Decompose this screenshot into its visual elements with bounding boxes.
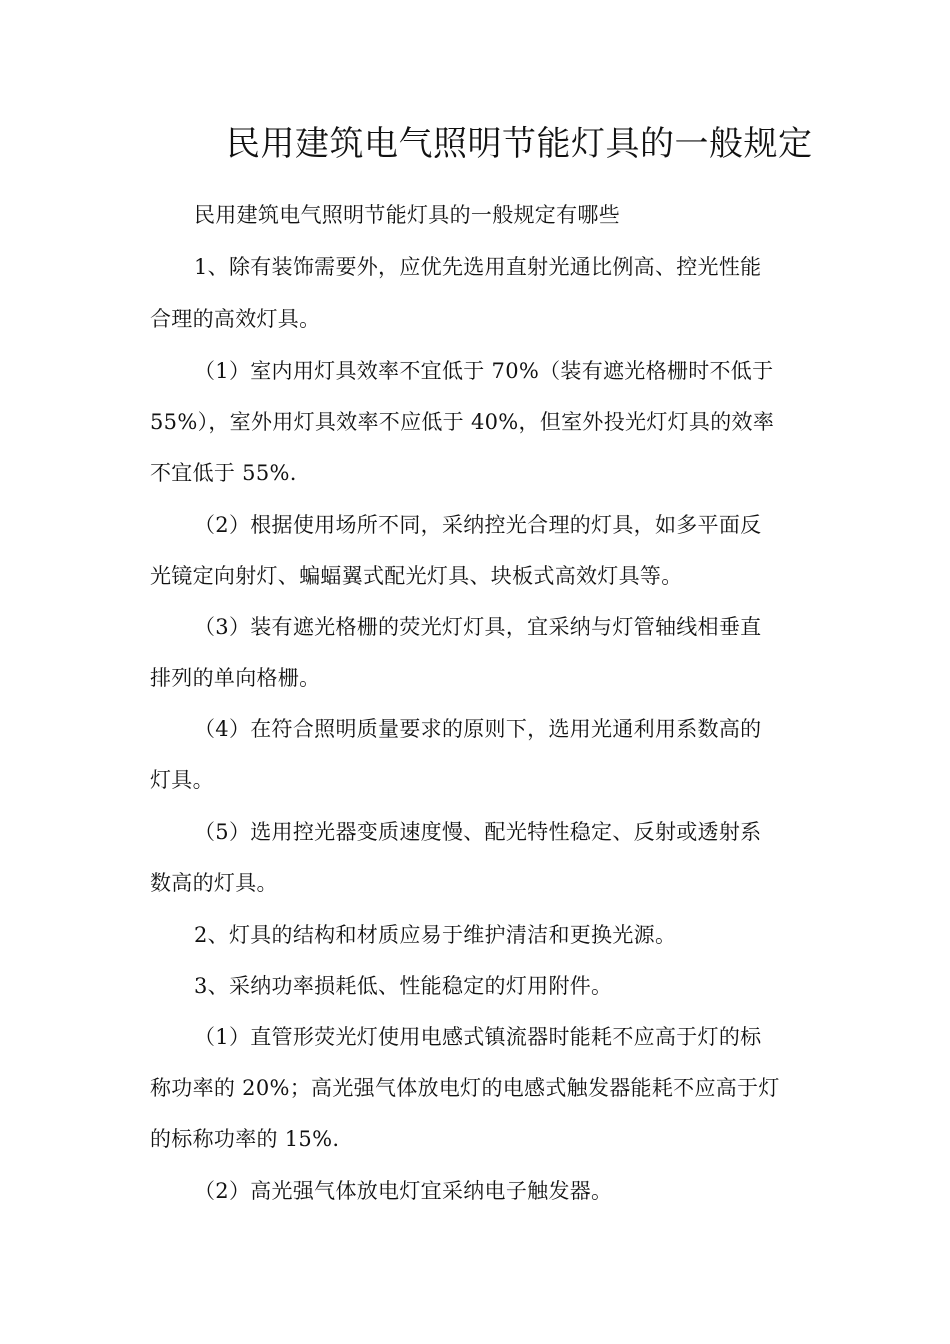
intro-line: 民用建筑电气照明节能灯具的一般规定有哪些 bbox=[194, 203, 620, 227]
paragraph-line: （5）选用控光器变质速度慢、配光特性稳定、反射或透射系 bbox=[194, 820, 762, 844]
paragraph-line: 数高的灯具。 bbox=[150, 871, 278, 895]
paragraph-line: 55%），室外用灯具效率不应低于 40%，但室外投光灯灯具的效率 bbox=[150, 410, 775, 434]
paragraph-line: 灯具。 bbox=[150, 768, 214, 792]
paragraph-line: 不宜低于 55%. bbox=[150, 461, 297, 485]
paragraph-line: 称功率的 20%；高光强气体放电灯的电感式触发器能耗不应高于灯 bbox=[150, 1076, 780, 1100]
paragraph-line: 的标称功率的 15%. bbox=[150, 1127, 340, 1151]
paragraph-line: 合理的高效灯具。 bbox=[150, 307, 321, 331]
paragraph-line: （3）装有遮光格栅的荧光灯灯具，宜采纳与灯管轴线相垂直 bbox=[194, 615, 762, 639]
paragraph-line: 排列的单向格栅。 bbox=[150, 666, 321, 690]
paragraph-line: 1、除有装饰需要外，应优先选用直射光通比例高、控光性能 bbox=[194, 255, 762, 279]
paragraph-line: 3、采纳功率损耗低、性能稳定的灯用附件。 bbox=[194, 974, 613, 998]
document-title: 民用建筑电气照明节能灯具的一般规定 bbox=[226, 124, 813, 164]
paragraph-line: 2、灯具的结构和材质应易于维护清洁和更换光源。 bbox=[194, 923, 677, 947]
paragraph-line: （2）根据使用场所不同，采纳控光合理的灯具，如多平面反 bbox=[194, 513, 762, 537]
paragraph-line: （4）在符合照明质量要求的原则下，选用光通利用系数高的 bbox=[194, 717, 762, 741]
paragraph-line: （1）直管形荧光灯使用电感式镇流器时能耗不应高于灯的标 bbox=[194, 1025, 762, 1049]
paragraph-line: （1）室内用灯具效率不宜低于 70%（装有遮光格栅时不低于 bbox=[194, 359, 774, 383]
paragraph-line: 光镜定向射灯、蝙蝠翼式配光灯具、块板式高效灯具等。 bbox=[150, 564, 683, 588]
paragraph-line: （2）高光强气体放电灯宜采纳电子触发器。 bbox=[194, 1179, 613, 1203]
